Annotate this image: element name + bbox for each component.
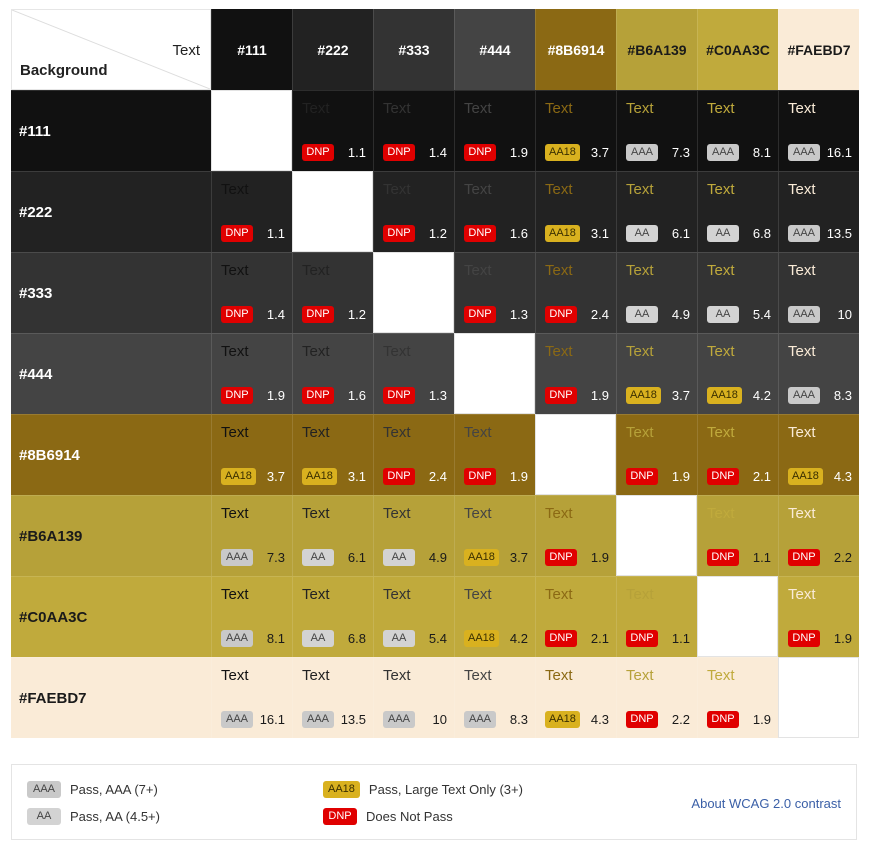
sample-text: Text <box>464 505 492 522</box>
contrast-cell <box>535 495 616 576</box>
contrast-grid <box>11 9 859 737</box>
contrast-cell <box>535 171 616 252</box>
rating-badge: AAA <box>626 144 658 161</box>
rating-badge: AAA <box>221 630 253 647</box>
rating-badge: DNP <box>707 468 739 485</box>
sample-text: Text <box>626 424 654 441</box>
contrast-ratio: 2.2 <box>833 550 852 565</box>
contrast-ratio: 4.2 <box>509 631 528 646</box>
rating-badge: DNP <box>221 306 253 323</box>
rating-badge: AA18 <box>788 468 823 485</box>
legend-label-dnp: Does Not Pass <box>366 809 453 824</box>
sample-text: Text <box>788 100 816 117</box>
contrast-ratio: 1.2 <box>428 226 447 241</box>
contrast-ratio: 1.6 <box>509 226 528 241</box>
legend-badge-aa: AA <box>27 808 61 825</box>
contrast-cell <box>535 576 616 657</box>
contrast-ratio: 13.5 <box>340 712 366 727</box>
contrast-ratio: 8.1 <box>752 145 771 160</box>
contrast-ratio: 8.1 <box>266 631 285 646</box>
contrast-ratio: 1.9 <box>509 145 528 160</box>
rating-badge: AAA <box>788 144 820 161</box>
legend-label-aaa: Pass, AAA (7+) <box>70 782 158 797</box>
contrast-cell <box>454 657 535 738</box>
rating-badge: DNP <box>221 387 253 404</box>
contrast-ratio: 1.9 <box>509 469 528 484</box>
contrast-cell <box>292 90 373 171</box>
contrast-cell <box>373 333 454 414</box>
sample-text: Text <box>302 343 330 360</box>
contrast-cell <box>535 657 616 738</box>
rating-badge: AAA <box>383 711 415 728</box>
contrast-ratio: 2.1 <box>752 469 771 484</box>
rating-badge: AA <box>302 549 334 566</box>
contrast-ratio: 13.5 <box>826 226 852 241</box>
rating-badge: DNP <box>545 387 577 404</box>
rating-badge: AA <box>707 225 739 242</box>
contrast-cell <box>211 171 292 252</box>
sample-text: Text <box>464 181 492 198</box>
contrast-cell <box>454 576 535 657</box>
rating-badge: DNP <box>464 144 496 161</box>
sample-text: Text <box>302 262 330 279</box>
contrast-cell <box>697 90 778 171</box>
sample-text: Text <box>221 181 249 198</box>
sample-text: Text <box>788 181 816 198</box>
rating-badge: DNP <box>302 144 334 161</box>
rating-badge: AA18 <box>464 630 499 647</box>
sample-text: Text <box>707 181 735 198</box>
sample-text: Text <box>383 181 411 198</box>
rating-badge: AA18 <box>545 144 580 161</box>
sample-text: Text <box>464 262 492 279</box>
legend-item-dnp <box>323 808 453 825</box>
contrast-ratio: 1.6 <box>347 388 366 403</box>
column-header: #8B6914 <box>535 9 616 90</box>
contrast-cell <box>292 576 373 657</box>
contrast-cell <box>373 657 454 738</box>
contrast-cell <box>292 414 373 495</box>
sample-text: Text <box>788 424 816 441</box>
contrast-cell <box>535 90 616 171</box>
contrast-ratio: 7.3 <box>266 550 285 565</box>
contrast-cell <box>616 90 697 171</box>
contrast-ratio: 6.1 <box>671 226 690 241</box>
corner-header <box>11 9 211 90</box>
contrast-cell <box>697 657 778 738</box>
sample-text: Text <box>788 262 816 279</box>
contrast-cell <box>778 495 859 576</box>
sample-text: Text <box>464 100 492 117</box>
contrast-ratio: 4.9 <box>671 307 690 322</box>
sample-text: Text <box>707 100 735 117</box>
contrast-ratio: 6.1 <box>347 550 366 565</box>
rating-badge: DNP <box>383 225 415 242</box>
empty-cell <box>373 252 454 333</box>
column-header: #111 <box>211 9 292 90</box>
column-header: #C0AA3C <box>697 9 778 90</box>
contrast-cell <box>292 252 373 333</box>
contrast-ratio: 1.1 <box>671 631 690 646</box>
rating-badge: AA18 <box>545 225 580 242</box>
sample-text: Text <box>383 100 411 117</box>
rating-badge: AA18 <box>707 387 742 404</box>
rating-badge: AA18 <box>626 387 661 404</box>
sample-text: Text <box>464 586 492 603</box>
sample-text: Text <box>302 100 330 117</box>
sample-text: Text <box>788 343 816 360</box>
rating-badge: DNP <box>707 549 739 566</box>
contrast-ratio: 5.4 <box>752 307 771 322</box>
contrast-cell <box>778 171 859 252</box>
sample-text: Text <box>626 343 654 360</box>
legend-item-aa <box>27 808 160 825</box>
sample-text: Text <box>545 505 573 522</box>
sample-text: Text <box>545 262 573 279</box>
contrast-cell <box>616 171 697 252</box>
contrast-ratio: 3.7 <box>671 388 690 403</box>
rating-badge: DNP <box>788 549 820 566</box>
sample-text: Text <box>464 667 492 684</box>
sample-text: Text <box>626 586 654 603</box>
contrast-cell <box>211 333 292 414</box>
contrast-ratio: 3.7 <box>509 550 528 565</box>
contrast-ratio: 2.4 <box>590 307 609 322</box>
contrast-ratio: 1.3 <box>428 388 447 403</box>
row-header: #B6A139 <box>11 495 211 576</box>
rating-badge: DNP <box>788 630 820 647</box>
wcag-contrast-link[interactable]: About WCAG 2.0 contrast <box>691 796 841 811</box>
rating-badge: AA18 <box>302 468 337 485</box>
contrast-cell <box>454 90 535 171</box>
sample-text: Text <box>383 343 411 360</box>
row-header: #8B6914 <box>11 414 211 495</box>
contrast-cell <box>697 252 778 333</box>
sample-text: Text <box>302 505 330 522</box>
sample-text: Text <box>707 343 735 360</box>
column-header: #FAEBD7 <box>778 9 859 90</box>
contrast-ratio: 1.1 <box>752 550 771 565</box>
background-axis-label: Background <box>20 62 108 79</box>
empty-cell <box>454 333 535 414</box>
contrast-cell <box>778 90 859 171</box>
contrast-cell <box>292 495 373 576</box>
contrast-cell <box>454 171 535 252</box>
legend-badge-aaa: AAA <box>27 781 61 798</box>
empty-cell <box>211 90 292 171</box>
contrast-ratio: 10 <box>837 307 852 322</box>
contrast-cell <box>211 252 292 333</box>
sample-text: Text <box>788 586 816 603</box>
rating-badge: AAA <box>707 144 739 161</box>
rating-badge: DNP <box>626 630 658 647</box>
contrast-cell <box>778 252 859 333</box>
contrast-cell <box>373 576 454 657</box>
contrast-ratio: 3.1 <box>347 469 366 484</box>
contrast-cell <box>778 414 859 495</box>
contrast-cell <box>697 414 778 495</box>
rating-badge: DNP <box>221 225 253 242</box>
rating-badge: DNP <box>626 468 658 485</box>
contrast-ratio: 1.4 <box>266 307 285 322</box>
column-header: #444 <box>454 9 535 90</box>
row-header: #FAEBD7 <box>11 657 211 738</box>
rating-badge: DNP <box>707 711 739 728</box>
contrast-cell <box>454 252 535 333</box>
sample-text: Text <box>707 505 735 522</box>
sample-text: Text <box>626 667 654 684</box>
contrast-ratio: 3.7 <box>590 145 609 160</box>
text-axis-label: Text <box>172 42 200 59</box>
contrast-cell <box>292 657 373 738</box>
sample-text: Text <box>464 424 492 441</box>
sample-text: Text <box>221 505 249 522</box>
contrast-cell <box>616 576 697 657</box>
row-header: #333 <box>11 252 211 333</box>
contrast-ratio: 1.3 <box>509 307 528 322</box>
legend-label-aa18: Pass, Large Text Only (3+) <box>368 782 523 797</box>
row-header: #C0AA3C <box>11 576 211 657</box>
contrast-ratio: 7.3 <box>671 145 690 160</box>
contrast-cell <box>373 495 454 576</box>
rating-badge: DNP <box>464 468 496 485</box>
contrast-ratio: 6.8 <box>347 631 366 646</box>
column-header: #B6A139 <box>616 9 697 90</box>
contrast-cell <box>211 414 292 495</box>
rating-badge: AAA <box>788 387 820 404</box>
contrast-ratio: 2.4 <box>428 469 447 484</box>
rating-badge: DNP <box>626 711 658 728</box>
contrast-ratio: 8.3 <box>833 388 852 403</box>
contrast-ratio: 4.3 <box>833 469 852 484</box>
contrast-ratio: 1.9 <box>671 469 690 484</box>
column-header: #333 <box>373 9 454 90</box>
sample-text: Text <box>221 343 249 360</box>
rating-badge: DNP <box>383 387 415 404</box>
sample-text: Text <box>221 667 249 684</box>
empty-cell <box>778 657 859 738</box>
sample-text: Text <box>626 181 654 198</box>
sample-text: Text <box>707 424 735 441</box>
rating-badge: AA <box>626 306 658 323</box>
rating-badge: AAA <box>788 225 820 242</box>
contrast-cell <box>535 252 616 333</box>
rating-badge: AAA <box>464 711 496 728</box>
sample-text: Text <box>626 100 654 117</box>
contrast-ratio: 5.4 <box>428 631 447 646</box>
sample-text: Text <box>626 262 654 279</box>
contrast-ratio: 1.1 <box>266 226 285 241</box>
empty-cell <box>535 414 616 495</box>
contrast-cell <box>616 333 697 414</box>
contrast-ratio: 16.1 <box>259 712 285 727</box>
sample-text: Text <box>221 424 249 441</box>
sample-text: Text <box>221 262 249 279</box>
sample-text: Text <box>383 505 411 522</box>
contrast-ratio: 3.1 <box>590 226 609 241</box>
sample-text: Text <box>383 424 411 441</box>
contrast-ratio: 4.3 <box>590 712 609 727</box>
sample-text: Text <box>302 586 330 603</box>
rating-badge: DNP <box>545 306 577 323</box>
contrast-ratio: 1.9 <box>752 712 771 727</box>
contrast-cell <box>373 171 454 252</box>
contrast-cell <box>373 90 454 171</box>
legend-item-aa18 <box>323 781 523 798</box>
sample-text: Text <box>383 667 411 684</box>
rating-badge: AA <box>302 630 334 647</box>
sample-text: Text <box>545 100 573 117</box>
rating-badge: AA18 <box>464 549 499 566</box>
sample-text: Text <box>302 424 330 441</box>
contrast-ratio: 2.2 <box>671 712 690 727</box>
contrast-cell <box>616 657 697 738</box>
rating-badge: AA18 <box>545 711 580 728</box>
rating-badge: AA18 <box>221 468 256 485</box>
sample-text: Text <box>302 667 330 684</box>
rating-badge: DNP <box>302 306 334 323</box>
rating-badge: DNP <box>545 630 577 647</box>
contrast-cell <box>778 576 859 657</box>
sample-text: Text <box>221 586 249 603</box>
contrast-cell <box>454 495 535 576</box>
sample-text: Text <box>545 586 573 603</box>
sample-text: Text <box>545 667 573 684</box>
legend-badge-dnp: DNP <box>323 808 357 825</box>
legend-label-aa: Pass, AA (4.5+) <box>70 809 160 824</box>
rating-badge: DNP <box>545 549 577 566</box>
legend <box>11 764 857 840</box>
contrast-ratio: 1.9 <box>833 631 852 646</box>
rating-badge: DNP <box>383 144 415 161</box>
row-header: #111 <box>11 90 211 171</box>
contrast-cell <box>616 414 697 495</box>
contrast-ratio: 1.9 <box>590 388 609 403</box>
contrast-ratio: 1.4 <box>428 145 447 160</box>
contrast-ratio: 4.2 <box>752 388 771 403</box>
rating-badge: AA <box>707 306 739 323</box>
contrast-cell <box>697 171 778 252</box>
legend-badge-aa18: AA18 <box>323 781 360 798</box>
rating-badge: DNP <box>383 468 415 485</box>
sample-text: Text <box>707 667 735 684</box>
row-header: #444 <box>11 333 211 414</box>
contrast-cell <box>211 495 292 576</box>
contrast-ratio: 1.9 <box>266 388 285 403</box>
rating-badge: DNP <box>464 306 496 323</box>
rating-badge: AA <box>383 630 415 647</box>
contrast-cell <box>616 252 697 333</box>
rating-badge: AAA <box>221 711 253 728</box>
rating-badge: AAA <box>302 711 334 728</box>
sample-text: Text <box>707 262 735 279</box>
contrast-cell <box>697 333 778 414</box>
empty-cell <box>616 495 697 576</box>
contrast-cell <box>211 576 292 657</box>
contrast-ratio: 10 <box>432 712 447 727</box>
row-header: #222 <box>11 171 211 252</box>
sample-text: Text <box>545 343 573 360</box>
contrast-cell <box>211 657 292 738</box>
contrast-cell <box>778 333 859 414</box>
rating-badge: AAA <box>788 306 820 323</box>
contrast-ratio: 4.9 <box>428 550 447 565</box>
contrast-ratio: 2.1 <box>590 631 609 646</box>
contrast-cell <box>454 414 535 495</box>
contrast-ratio: 1.1 <box>347 145 366 160</box>
contrast-ratio: 1.2 <box>347 307 366 322</box>
contrast-cell <box>697 495 778 576</box>
rating-badge: AAA <box>221 549 253 566</box>
contrast-ratio: 1.9 <box>590 550 609 565</box>
contrast-ratio: 16.1 <box>826 145 852 160</box>
contrast-ratio: 6.8 <box>752 226 771 241</box>
rating-badge: DNP <box>464 225 496 242</box>
column-header: #222 <box>292 9 373 90</box>
contrast-cell <box>373 414 454 495</box>
sample-text: Text <box>788 505 816 522</box>
rating-badge: AA <box>626 225 658 242</box>
sample-text: Text <box>383 586 411 603</box>
rating-badge: AA <box>383 549 415 566</box>
legend-item-aaa <box>27 781 158 798</box>
empty-cell <box>697 576 778 657</box>
contrast-cell <box>292 333 373 414</box>
sample-text: Text <box>545 181 573 198</box>
contrast-ratio: 8.3 <box>509 712 528 727</box>
contrast-ratio: 3.7 <box>266 469 285 484</box>
rating-badge: DNP <box>302 387 334 404</box>
empty-cell <box>292 171 373 252</box>
contrast-cell <box>535 333 616 414</box>
